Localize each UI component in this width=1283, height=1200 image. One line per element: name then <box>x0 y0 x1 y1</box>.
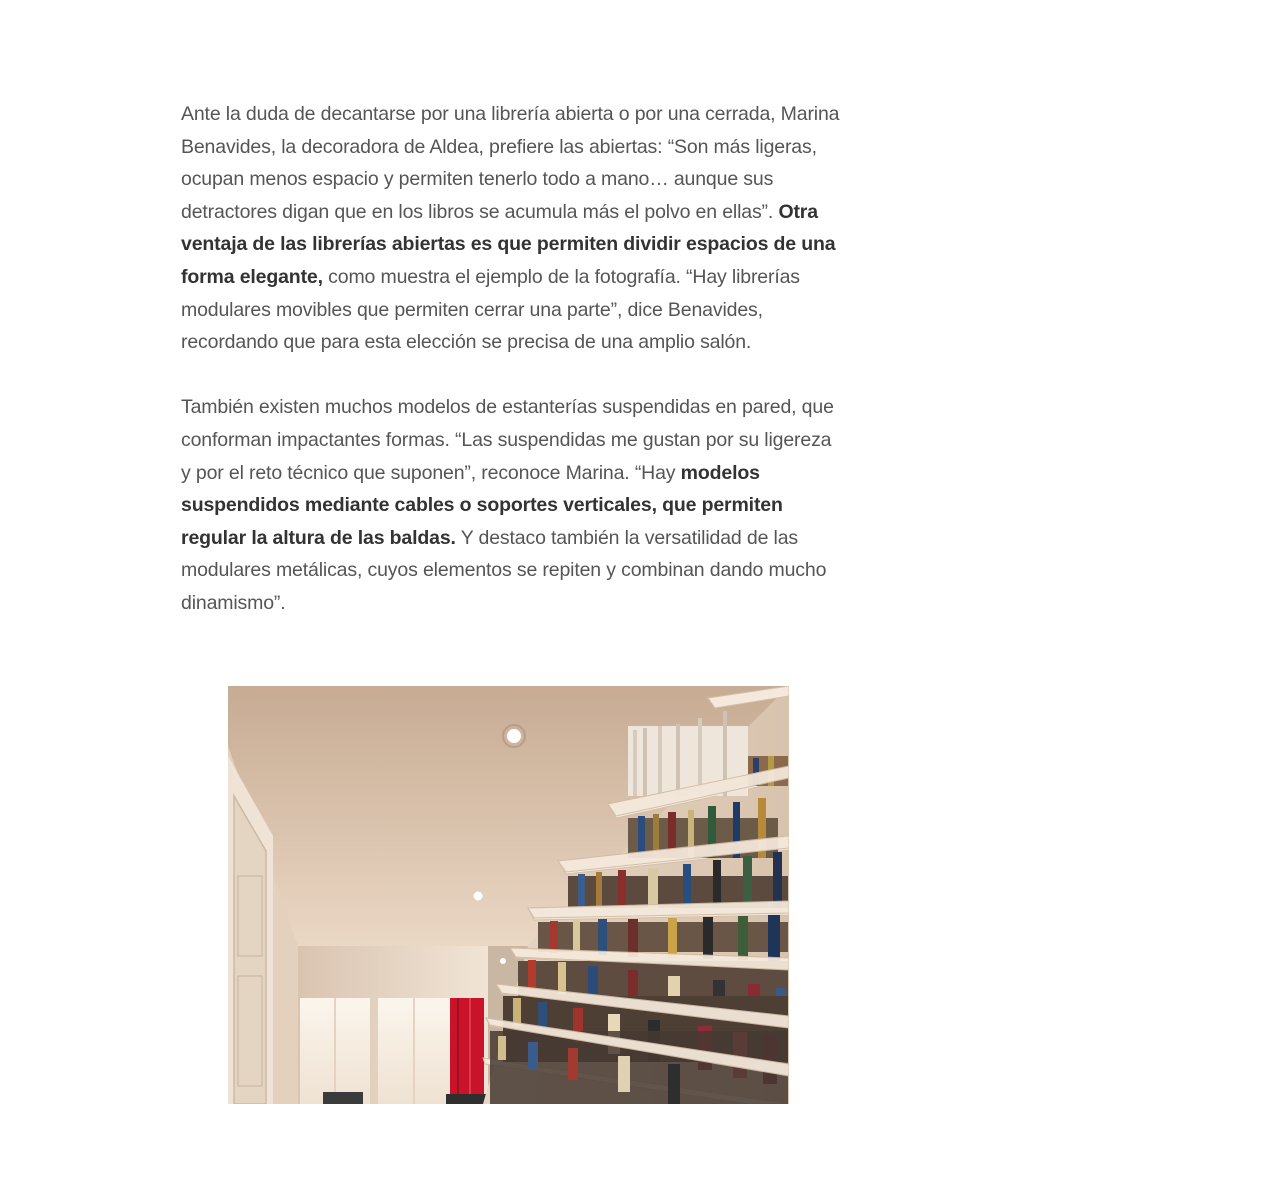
bookshelf-hallway-photo <box>228 686 789 1104</box>
door-panel <box>234 796 266 1104</box>
paragraph-2-text-a: También existen muchos modelos de estanterías suspendidas en pared, que conforman impactantes formas. “Las suspendidas me gustan por su ligereza y por el reto técnico que suponen”, reconoce Marina. “Hay <box>181 396 834 484</box>
paragraph-1 <box>181 98 841 359</box>
ceiling-light-3 <box>500 958 506 964</box>
ceiling-light-2 <box>474 892 483 901</box>
paragraph-1-text-b: como muestra el ejemplo de la fotografía. “Hay librerías modulares movibles que permiten cerrar una parte”, dice Benavides, recordando que para esta elección se precisa de una amplio salón. <box>181 265 800 354</box>
ceiling-light <box>507 729 521 743</box>
paragraph-2 <box>181 391 841 619</box>
sofa-hint <box>323 1092 363 1104</box>
photo-illustration <box>228 686 789 1104</box>
paragraph-1-bold: Otra ventaja de las librerías abiertas es que permiten dividir espacios de una forma elegante, <box>181 200 836 288</box>
red-curtain <box>450 998 484 1104</box>
paragraph-2-text-b: Y destaco también la versatilidad de las modulares metálicas, cuyos elementos se repiten y combinan dando mucho dinamismo”. <box>181 526 827 614</box>
paragraph-2-bold: modelos suspendidos mediante cables o soportes verticales, que permiten regular la altura de las baldas. <box>181 461 783 549</box>
article-body <box>181 98 841 652</box>
paragraph-1-text-a: Ante la duda de decantarse por una librería abierta o por una cerrada, Marina Benavides, la decoradora de Aldea, prefiere las abiertas: “Son más ligeras, ocupan menos espacio y permiten tenerlo todo a mano… aunque sus detractores digan que en los libros se acumula más el polvo en ellas”. <box>181 103 840 223</box>
